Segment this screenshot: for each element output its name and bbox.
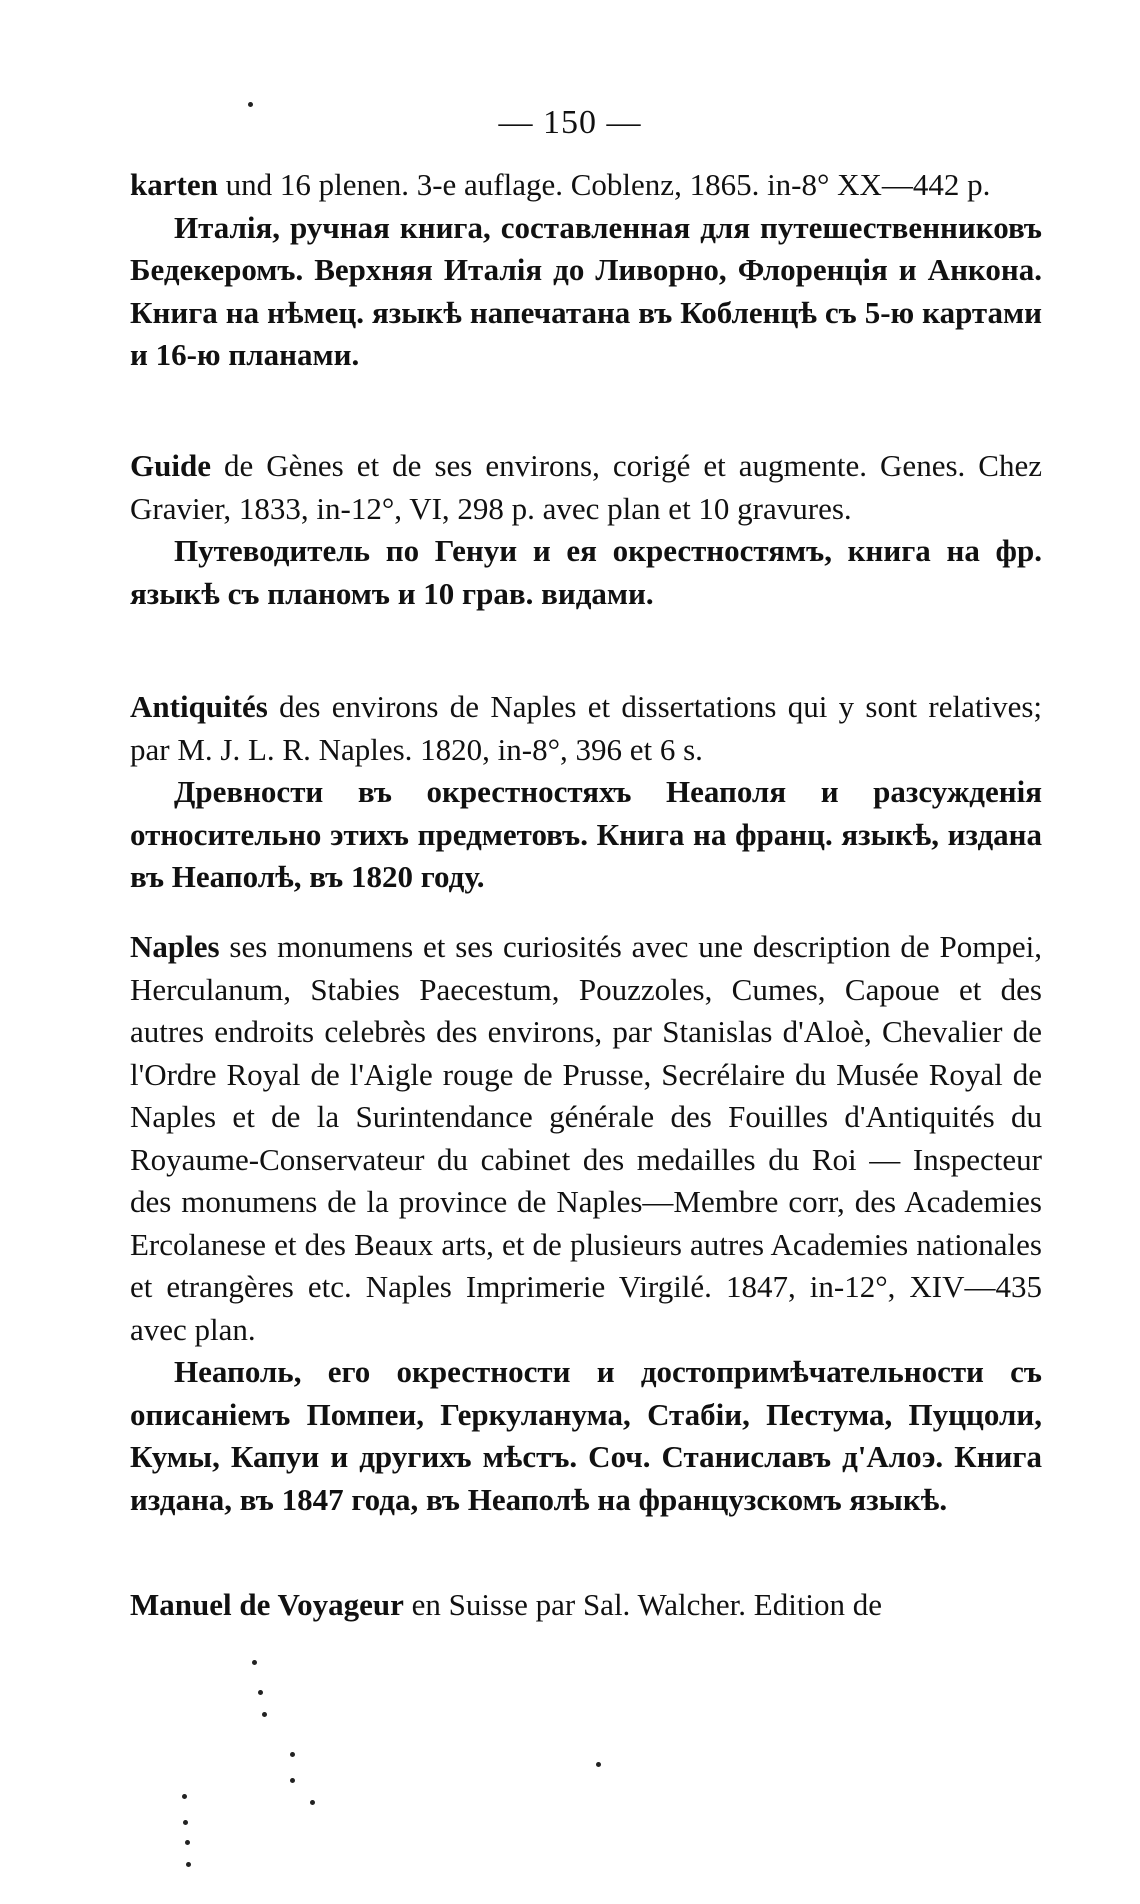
scan-speck bbox=[258, 1690, 263, 1695]
entry-translation: Неаполь, его окрестности и достопримѣчательности съ описаніемъ Помпеи, Геркуланума, Стабіи, Пестума, Пуццоли, Кумы, Капуи и другихъ мѣстъ. Соч. Станиславъ д'Алоэ. Книга издана, въ 1847 года, въ Неаполѣ на французскомъ языкѣ. bbox=[130, 1354, 1042, 1517]
scan-speck bbox=[262, 1712, 267, 1717]
entry-manuel-voyageur bbox=[130, 1584, 1042, 1627]
entry-lead bbox=[130, 1584, 1042, 1627]
scan-speck bbox=[183, 1820, 188, 1825]
scan-speck bbox=[248, 102, 253, 107]
entry-lead-text: und 16 plenen. 3-e auflage. Coblenz, 1865. in-8° XX—442 p. bbox=[217, 167, 991, 202]
entry-translation: Древности въ окрестностяхъ Неаполя и разсужденія относительно этихъ предметовъ. Книга на франц. языкѣ, издана въ Неаполѣ, въ 1820 году. bbox=[130, 774, 1042, 894]
entry-head: Manuel de Voyageur bbox=[130, 1587, 404, 1622]
scan-speck bbox=[310, 1800, 315, 1805]
entry-lead-text: en Suisse par Sal. Walcher. Edition de bbox=[403, 1587, 883, 1622]
entry-lead bbox=[130, 926, 1042, 1351]
entry-antiquites bbox=[130, 686, 1042, 899]
entry-lead bbox=[130, 164, 1042, 207]
entry-head: Antiquités bbox=[130, 689, 268, 724]
scan-speck bbox=[290, 1752, 295, 1757]
page-number: — 150 — bbox=[498, 104, 642, 141]
scan-speck bbox=[596, 1762, 601, 1767]
entry-naples bbox=[130, 926, 1042, 1521]
entry-lead-text: ses monumens et ses curiosités avec une description de Pompei, Herculanum, Stabies Paecestum, Pouzzoles, Cumes, Capoue et des autres endroits celebrès des environs, par Stanislas d'Aloè, Chevalier de l'Ordre Royal de l'Aigle rouge de Prusse, Secrélaire du Musée Royal de Naples et de la Surintendance générale des Fouilles d'Antiquités du Royaume-Conservateur du cabinet des medailles du Roi — Inspecteur des monumens de la province de Naples—Membre corr, des Academies Ercolanese et des Beaux arts, et de plusieurs autres Academies nationales et etrangères etc. Naples Imprimerie Virgilé. 1847, in-12°, XIV—435 avec plan. bbox=[130, 929, 1042, 1347]
scan-speck bbox=[185, 1840, 190, 1845]
scan-speck bbox=[186, 1862, 191, 1867]
entry-translation: Путеводитель по Генуи и ея окрестностямъ, книга на фр. языкѣ съ планомъ и 10 грав. видами. bbox=[130, 533, 1042, 611]
entry-head: karten bbox=[130, 167, 218, 202]
scan-speck bbox=[182, 1794, 187, 1799]
entry-lead-text: des environs de Naples et dissertations qui y sont relatives; par M. J. L. R. Naples. 1820, in-8°, 396 et 6 s. bbox=[130, 689, 1042, 767]
entry-translation: Италія, ручная книга, составленная для путешественниковъ Бедекеромъ. Верхняя Италія до Ливорно, Флоренція и Анкона. Книга на нѣмец. языкѣ напечатана въ Кобленцѣ съ 5-ю картами и 16-ю планами. bbox=[130, 209, 1042, 372]
entry-lead bbox=[130, 445, 1042, 530]
entry-lead-text: de Gènes et de ses environs, corigé et augmente. Genes. Chez Gravier, 1833, in-12°, VI, 298 p. avec plan et 10 gravures. bbox=[130, 448, 1042, 526]
entry-lead bbox=[130, 686, 1042, 771]
scan-speck bbox=[252, 1660, 257, 1665]
entry-italia bbox=[130, 164, 1042, 377]
scan-speck bbox=[290, 1778, 295, 1783]
entry-head: Naples bbox=[130, 929, 220, 964]
entry-guide-genes bbox=[130, 445, 1042, 615]
entry-head: Guide bbox=[130, 448, 211, 483]
